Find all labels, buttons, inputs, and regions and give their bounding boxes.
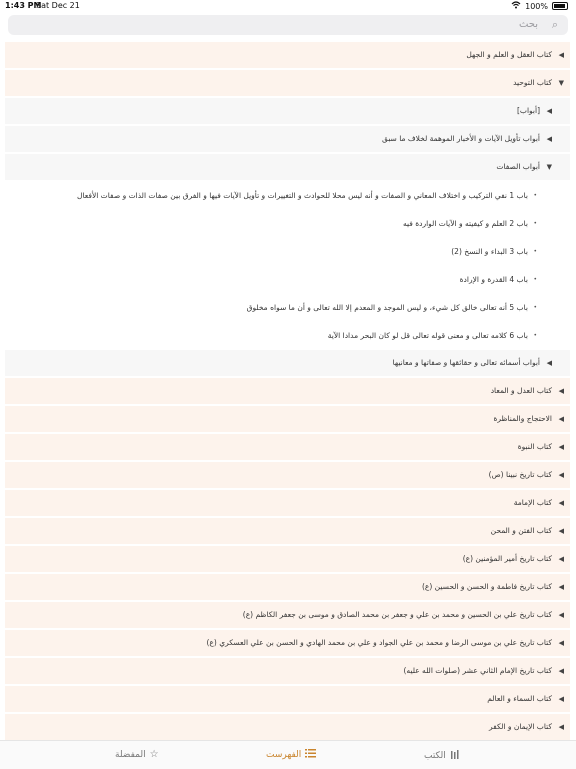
chevron-left-icon[interactable]: ◀ [558, 527, 564, 535]
chevron-left-icon[interactable]: ◀ [558, 611, 564, 619]
tree-section-row[interactable] [5, 546, 570, 572]
chevron-left-icon[interactable]: ◀ [558, 471, 564, 479]
bullet-icon: • [533, 304, 537, 311]
tree-item-label: باب 4 القدرة و الإرادة [459, 275, 528, 284]
tab-favorites[interactable] [115, 749, 159, 760]
tree-item-label: كتاب تاريخ نبينا (ص) [488, 470, 552, 479]
tree-section-row[interactable] [5, 518, 570, 544]
tree-section-row[interactable] [5, 630, 570, 656]
tree-leaf-item[interactable] [5, 182, 570, 210]
chevron-left-icon[interactable]: ◀ [546, 107, 552, 115]
tree-item-label: أبواب تأويل الآيات و الأخبار الموهمة لخلاف ما سبق [382, 134, 540, 143]
tree-leaf-item[interactable] [5, 294, 570, 322]
tree-section-row[interactable] [5, 126, 570, 152]
tree-section-row[interactable] [5, 714, 570, 740]
chevron-left-icon[interactable]: ◀ [546, 135, 552, 143]
search-placeholder: بحث [518, 19, 538, 30]
chevron-left-icon[interactable]: ◀ [558, 387, 564, 395]
tree-section-row[interactable] [5, 42, 570, 68]
tree-section-row[interactable] [5, 98, 570, 124]
search-input[interactable] [8, 15, 568, 35]
chevron-down-icon[interactable]: ▼ [546, 163, 552, 171]
tree-item-label: الاحتجاج والمناظرة [493, 414, 552, 423]
tree-leaf-item[interactable] [5, 322, 570, 350]
tree-section-row[interactable] [5, 602, 570, 628]
tree-leaf-item[interactable] [5, 210, 570, 238]
tab-books[interactable] [424, 749, 460, 762]
tree-item-label: كتاب تاريخ علي بن الحسين و محمد بن علي و جعفر بن محمد الصادق و موسى بن جعفر الكاظم (ع) [242, 610, 552, 619]
tree-item-label: باب 6 كلامه تعالى و معنى قوله تعالى قل لو كان البحر مدادا الآية [327, 331, 528, 340]
tree-section-row[interactable] [5, 70, 570, 96]
bullet-icon: • [533, 276, 537, 283]
books-icon [450, 749, 460, 762]
tree-section-row[interactable] [5, 686, 570, 712]
bullet-icon: • [533, 332, 537, 339]
chevron-left-icon[interactable]: ◀ [558, 51, 564, 59]
bullet-icon: • [533, 248, 537, 255]
tree-item-label: باب 5 أنه تعالى خالق كل شيء، و ليس الموجد و المعدم إلا الله تعالى و أن ما سواه مخلوق [246, 303, 528, 312]
tree-item-label: كتاب تاريخ الإمام الثاني عشر (صلوات الله عليه) [403, 666, 552, 675]
tree-item-label: كتاب تاريخ فاطمة و الحسن و الحسين (ع) [421, 582, 552, 591]
bullet-icon: • [533, 192, 537, 199]
bullet-icon: • [533, 220, 537, 227]
chevron-left-icon[interactable]: ◀ [558, 415, 564, 423]
tree-section-row[interactable] [5, 378, 570, 404]
chevron-left-icon[interactable]: ◀ [558, 499, 564, 507]
tab-index-label: الفهرست [266, 750, 302, 760]
tree-item-label: أبواب أسمائه تعالى و حقائقها و صفاتها و معانيها [392, 358, 540, 367]
chevron-left-icon[interactable]: ◀ [558, 667, 564, 675]
tree-section-row[interactable] [5, 350, 570, 376]
status-bar [0, 0, 576, 12]
tree-section-row[interactable] [5, 658, 570, 684]
tree-item-label: كتاب السماء و العالم [487, 694, 552, 703]
chevron-left-icon[interactable]: ◀ [546, 359, 552, 367]
tab-bar [0, 740, 576, 769]
tab-index[interactable] [266, 749, 316, 761]
battery-icon [552, 2, 568, 10]
star-icon: ☆ [149, 749, 159, 760]
tree-item-label: باب 2 العلم و كيفيته و الآيات الواردة فيه [402, 219, 528, 228]
tree-item-label: كتاب تاريخ علي بن موسى الرضا و محمد بن علي الجواد و علي بن محمد الهادي و الحسن بن علي العسكري (ع) [206, 638, 552, 647]
tab-favorites-label: المفضلة [115, 749, 146, 760]
tree-item-label: باب 1 نفي التركيب و اختلاف المعاني و الصفات و أنه ليس محلا للحوادث و التغييرات و تأويل الآيات فيها و الفرق بين صفات الذات و صفات الأفعال [77, 191, 528, 200]
tree-section-row[interactable] [5, 490, 570, 516]
tree-section-row[interactable] [5, 154, 570, 180]
tree-section-row[interactable] [5, 406, 570, 432]
tree-section-row[interactable] [5, 462, 570, 488]
tree-leaf-item[interactable] [5, 238, 570, 266]
tree-item-label: كتاب الإيمان و الكفر [489, 722, 552, 731]
tree-item-label: كتاب العقل و العلم و الجهل [466, 50, 552, 59]
chevron-left-icon[interactable]: ◀ [558, 555, 564, 563]
chevron-left-icon[interactable]: ◀ [558, 443, 564, 451]
search-icon: ⌕ [551, 18, 558, 31]
status-date: Sat Dec 21 [36, 1, 80, 10]
chevron-left-icon[interactable]: ◀ [558, 583, 564, 591]
tree-item-label: كتاب العدل و المعاد [490, 386, 552, 395]
tree-item-label: كتاب النبوة [517, 442, 552, 451]
wifi-icon [511, 1, 521, 11]
tree-item-label: كتاب تاريخ أمير المؤمنين (ع) [462, 554, 552, 563]
list-icon [305, 749, 316, 761]
chevron-left-icon[interactable]: ◀ [558, 639, 564, 647]
status-right [511, 1, 568, 11]
tab-books-label: الكتب [424, 750, 446, 761]
tree-item-label: باب 3 البداء و النسخ (2) [451, 247, 528, 256]
tree-section-row[interactable] [5, 574, 570, 600]
chevron-down-icon[interactable]: ▼ [558, 79, 564, 87]
status-time: 1:43 PM [5, 1, 42, 10]
tree-item-label: أبواب الصفات [496, 162, 540, 171]
tree-item-label: كتاب التوحيد [513, 78, 552, 87]
tree-item-label: كتاب الفتن و المحن [490, 526, 552, 535]
chevron-left-icon[interactable]: ◀ [558, 695, 564, 703]
chevron-left-icon[interactable]: ◀ [558, 723, 564, 731]
index-tree [5, 42, 570, 742]
tree-item-label: [أبواب] [516, 106, 540, 115]
tree-section-row[interactable] [5, 434, 570, 460]
tree-leaf-item[interactable] [5, 266, 570, 294]
battery-percent: 100% [525, 1, 548, 11]
tree-item-label: كتاب الإمامة [513, 498, 552, 507]
